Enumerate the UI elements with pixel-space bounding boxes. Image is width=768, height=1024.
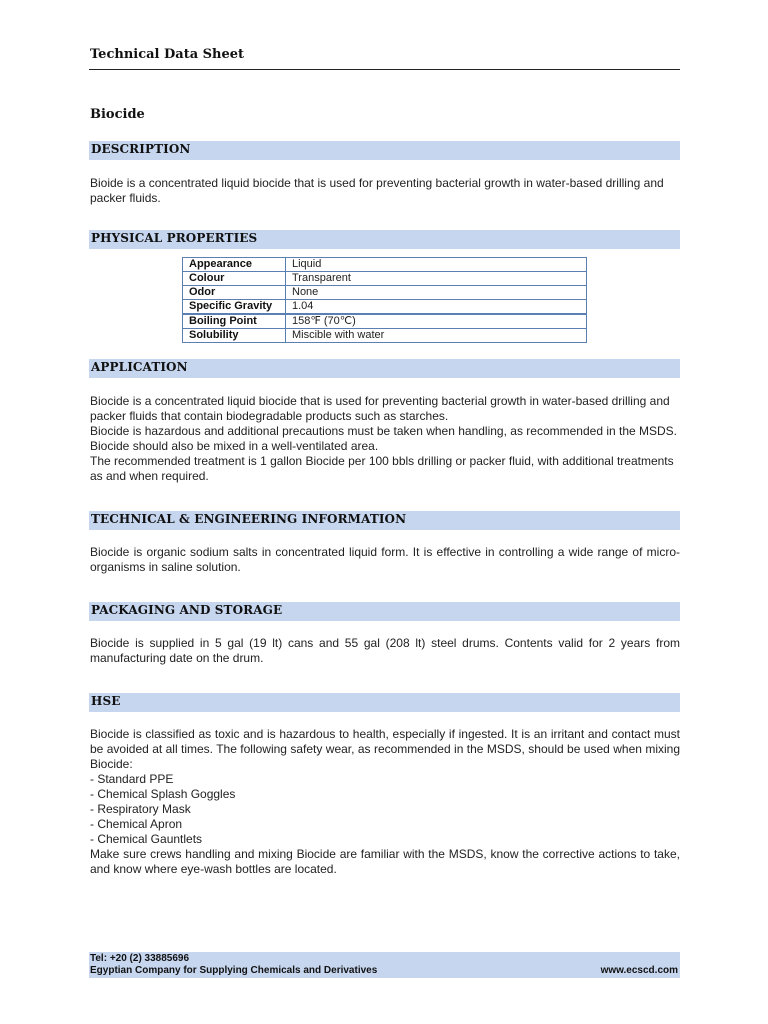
property-name: Boiling Point [183,314,286,329]
hse-text [90,727,680,877]
hse-intro: Biocide is classified as toxic and is hazardous to health, especially if ingested. It is an irritant and contact must be avoided at all times. The following safety wear, as recommended in the MSDS, should be used when mixing Biocide: [90,727,680,771]
application-line: The recommended treatment is 1 gallon Biocide per 100 bbls drilling or packer fluid, with additional treatments as and when required. [90,454,674,483]
technical-paragraph: Biocide is organic sodium salts in concentrated liquid form. It is effective in controlling a wide range of micro-organisms in saline solution. [90,545,680,574]
table-row [183,314,587,329]
header-title: Technical Data Sheet [90,47,245,62]
hse-list-item: - Chemical Splash Goggles [90,787,236,801]
hse-list-item: - Standard PPE [90,772,174,786]
application-line: Biocide is hazardous and additional precautions must be taken when handling, as recommended in the MSDS. Biocide should also be mixed in a well-ventilated area. [90,424,678,453]
description-heading: DESCRIPTION [91,142,191,156]
application-heading-bar [89,359,680,378]
property-value: Liquid [286,258,587,272]
technical-text [90,545,680,575]
property-name: Colour [183,272,286,286]
property-name: Solubility [183,329,286,343]
property-value: 158℉ (70℃) [286,314,587,329]
property-name: Odor [183,286,286,300]
table-row [183,329,587,343]
hse-list-item: - Respiratory Mask [90,802,191,816]
property-value: None [286,286,587,300]
table-row [183,258,587,272]
document-title: Biocide [90,107,145,122]
table-row [183,286,587,300]
packaging-heading: PACKAGING AND STORAGE [91,603,283,617]
packaging-text [90,636,680,666]
technical-heading: TECHNICAL & ENGINEERING INFORMATION [91,512,407,526]
hse-heading-bar [89,693,680,712]
physical-properties-table [182,257,587,343]
footer-website-link[interactable]: www.ecscd.com [600,965,678,976]
hse-list-item: - Chemical Gauntlets [90,832,203,846]
hse-heading: HSE [91,694,121,708]
description-paragraph: Bioide is a concentrated liquid biocide that is used for preventing bacterial growth in water-based drilling and packer fluids. [90,176,664,205]
property-value: 1.04 [286,300,587,315]
property-name: Specific Gravity [183,300,286,315]
packaging-heading-bar [89,602,680,621]
header-rule [89,69,680,70]
packaging-paragraph: Biocide is supplied in 5 gal (19 lt) cans and 55 gal (208 lt) steel drums. Contents valid for 2 years from manufacturing date on the drum. [90,636,680,665]
table-row [183,300,587,315]
hse-list-item: - Chemical Apron [90,817,183,831]
description-text [90,176,680,206]
footer-tel: Tel: +20 (2) 33885696 [90,953,190,964]
technical-heading-bar [89,511,680,530]
description-heading-bar [89,141,680,160]
property-name: Appearance [183,258,286,272]
application-line: Biocide is a concentrated liquid biocide that is used for preventing bacterial growth in water-based drilling and packer fluids that contain biodegradable products such as starches. [90,394,670,423]
physical-properties-heading: PHYSICAL PROPERTIES [91,231,258,245]
footer-bar [89,952,680,978]
footer-company: Egyptian Company for Supplying Chemicals and Derivatives [90,965,378,976]
hse-closing: Make sure crews handling and mixing Biocide are familiar with the MSDS, know the corrective actions to take, and know where eye-wash bottles are located. [90,847,680,876]
table-row [183,272,587,286]
property-value: Miscible with water [286,329,587,343]
application-heading: APPLICATION [91,360,188,374]
property-value: Transparent [286,272,587,286]
application-text [90,394,680,484]
physical-properties-heading-bar [89,230,680,249]
